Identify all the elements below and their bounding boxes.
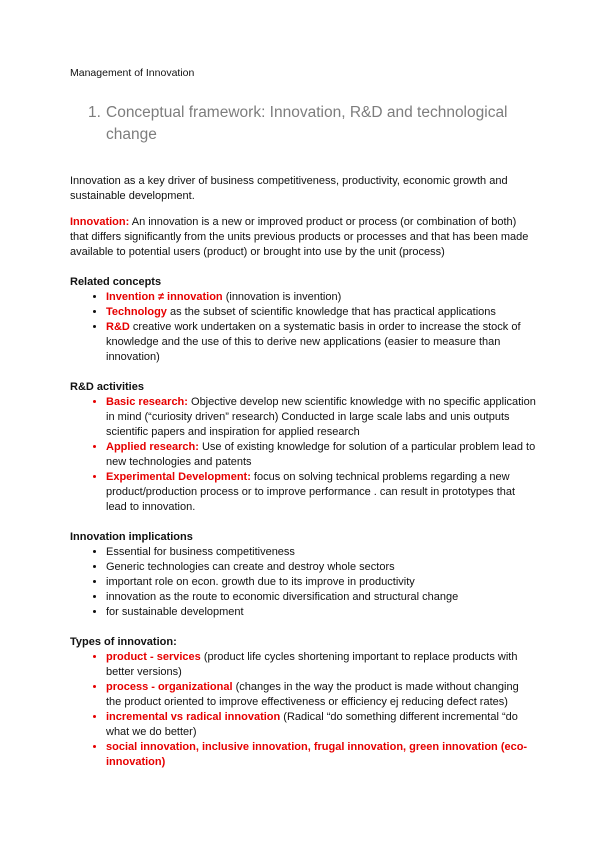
- list-item: [106, 305, 537, 320]
- item-text: as the subset of scientific knowledge that has practical applications: [166, 306, 496, 318]
- intro-paragraph: Innovation as a key driver of business competitiveness, productivity, economic growth and sustainable development.: [70, 175, 508, 202]
- item-text: for sustainable development: [106, 606, 244, 618]
- item-text: (changes in the way the product is made without changing the product oriented to improve effectiveness or efficiency ej reducing defect rates): [106, 681, 519, 708]
- item-lead: social innovation, inclusive innovation, frugal innovation, green innovation (eco-innovation): [106, 741, 528, 768]
- item-lead: R&D: [106, 321, 130, 333]
- item-text: Essential for business competitiveness: [106, 546, 295, 558]
- list-item: [106, 560, 537, 575]
- list-item: [106, 590, 537, 605]
- item-text: Use of existing knowledge for solution of a particular problem lead to new technologies and patents: [106, 441, 536, 468]
- item-text: (innovation is invention): [222, 291, 342, 303]
- heading-text: Conceptual framework: Innovation, R&D and technological change: [106, 104, 508, 143]
- item-text: (product life cycles shortening important to replace products with better versions): [106, 651, 518, 678]
- item-lead: product - services: [106, 651, 201, 663]
- list-item: [106, 575, 537, 590]
- definition-text: An innovation is a new or improved product or process (or combination of both) that differs significantly from the units previous products or processes and that has been made available to potential users (product) or brought into use by the unit (process): [70, 216, 529, 258]
- list-item: [106, 545, 537, 560]
- item-text: focus on solving technical problems regarding a new product/production process or to improve performance . can result in prototypes that lead to innovation.: [106, 471, 516, 513]
- section-heading: [88, 102, 537, 146]
- list-item: [106, 740, 537, 770]
- heading-number: 1.: [88, 104, 101, 121]
- innovation-implications-list: [70, 545, 537, 620]
- list-item: [106, 680, 537, 710]
- types-of-innovation-list: [70, 650, 537, 770]
- list-item: [106, 605, 537, 620]
- related-concepts-list: [70, 290, 537, 365]
- item-text: important role on econ. growth due to its improve in productivity: [106, 576, 415, 588]
- item-lead: Applied research:: [106, 441, 199, 453]
- section-title-innovation-implications: Innovation implications: [70, 531, 193, 543]
- item-lead: incremental vs radical innovation: [106, 711, 281, 723]
- list-item: [106, 290, 537, 305]
- item-text: Generic technologies can create and destroy whole sectors: [106, 561, 395, 573]
- rd-activities-list: [70, 395, 537, 515]
- item-text: Objective develop new scientific knowledge with no specific application in mind (“curiosity driven” research) Conducted in large scale labs and unis outputs scientific papers and inspiration for applied research: [106, 396, 536, 438]
- list-item: [106, 320, 537, 365]
- section-title-types-of-innovation: Types of innovation:: [70, 636, 177, 648]
- list-item: [106, 395, 537, 440]
- course-title: Management of Innovation: [70, 67, 195, 79]
- list-item: [106, 440, 537, 470]
- item-lead: Invention ≠ innovation: [106, 291, 223, 303]
- item-lead: Basic research:: [106, 396, 188, 408]
- list-item: [106, 710, 537, 740]
- section-title-related-concepts: Related concepts: [70, 276, 162, 288]
- item-text: innovation as the route to economic diversification and structural change: [106, 591, 459, 603]
- list-item: [106, 470, 537, 515]
- item-lead: Experimental Development:: [106, 471, 251, 483]
- definition-paragraph: [70, 215, 537, 260]
- item-text: creative work undertaken on a systematic basis in order to increase the stock of knowledge and the use of this to derive new applications (easier to measure than innovation): [106, 321, 521, 363]
- item-lead: process - organizational: [106, 681, 233, 693]
- item-lead: Technology: [106, 306, 167, 318]
- section-title-rd-activities: R&D activities: [70, 381, 144, 393]
- list-item: [106, 650, 537, 680]
- item-text: (Radical “do something different incremental “do what we do better): [106, 711, 518, 738]
- definition-term: Innovation:: [70, 216, 130, 228]
